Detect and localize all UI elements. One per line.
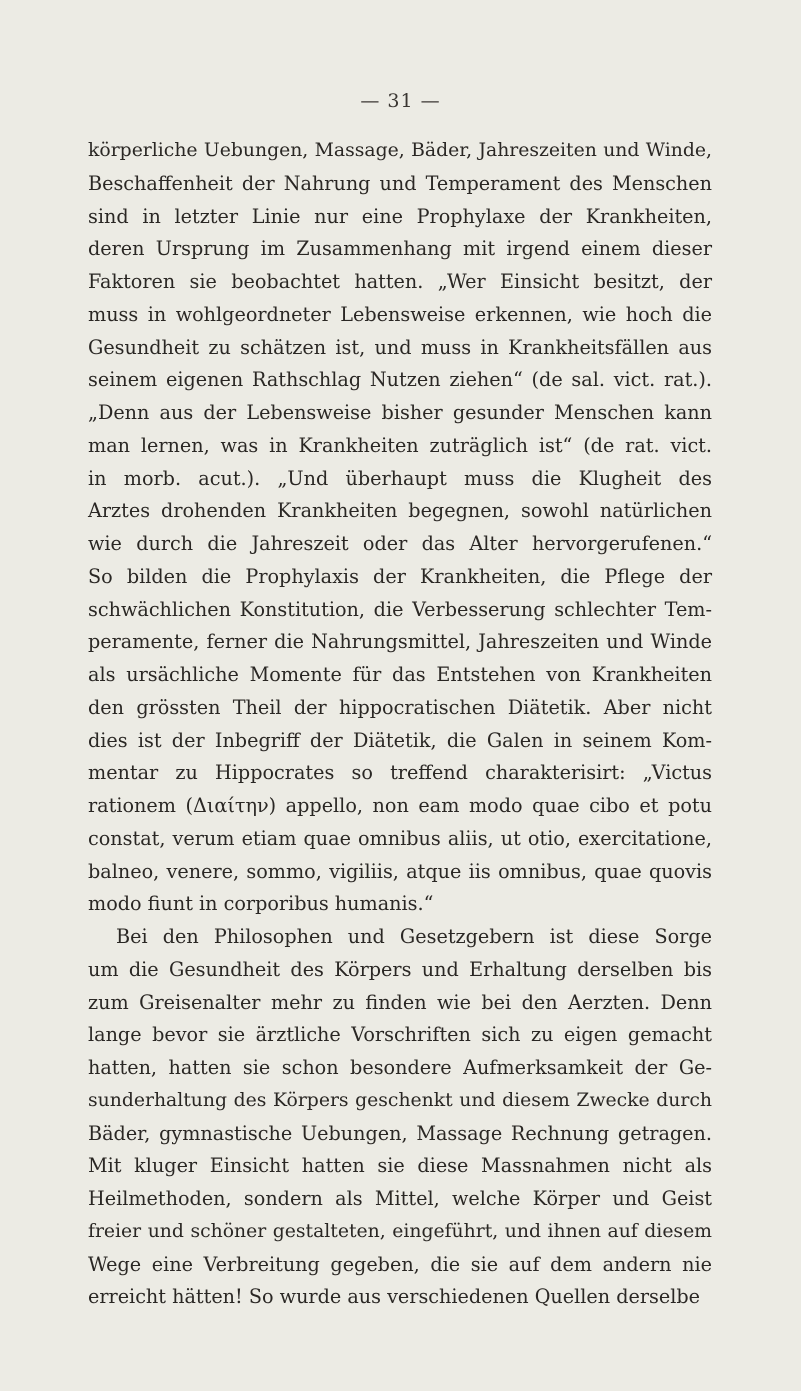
- text-line: um die Gesundheit des Körpers und Erhaltung derselben bis: [88, 957, 712, 981]
- text-line: deren Ursprung im Zusammenhang mit irgend einem dieser: [88, 237, 712, 261]
- text-line: den grössten Theil der hippocratischen Diätetik. Aber nicht: [88, 695, 712, 719]
- text-line: hatten, hatten sie schon besondere Aufmerksamkeit der Ge-: [88, 1056, 712, 1079]
- text-line: Faktoren sie beobachtet hatten. „Wer Einsicht besitzt, der: [88, 270, 712, 293]
- text-line: seinem eigenen Rathschlag Nutzen ziehen“ (de sal. vict. rat.).: [88, 368, 712, 392]
- text-line: rationem (Διαίτην) appello, non eam modo quae cibo et potu: [88, 794, 712, 817]
- text-line: muss in wohlgeordneter Lebensweise erkennen, wie hoch die: [88, 302, 712, 326]
- text-line: sunderhaltung des Körpers geschenkt und diesem Zwecke durch: [88, 1089, 712, 1111]
- text-line: dies ist der Inbegriff der Diätetik, die Galen in seinem Kom-: [88, 728, 712, 752]
- text-line: in morb. acut.). „Und überhaupt muss die Klugheit des: [88, 466, 712, 490]
- text-line: modo fiunt in corporibus humanis.“: [88, 892, 434, 916]
- text-line: Heilmethoden, sondern als Mittel, welche Körper und Geist: [88, 1187, 712, 1210]
- page-number: — 31 —: [360, 90, 441, 112]
- text-line: balneo, venere, sommo, vigiliis, atque iis omnibus, quae quovis: [88, 859, 712, 883]
- text-line: Beschaffenheit der Nahrung und Temperament des Menschen: [88, 171, 712, 195]
- text-line: lange bevor sie ärztliche Vorschriften sich zu eigen gemacht: [88, 1023, 712, 1047]
- text-line: erreicht hätten! So wurde aus verschiedenen Quellen derselbe: [88, 1285, 701, 1309]
- text-line: „Denn aus der Lebensweise bisher gesunder Menschen kann: [88, 401, 712, 424]
- text-line: Mit kluger Einsicht hatten sie diese Massnahmen nicht als: [88, 1154, 712, 1178]
- text-line: peramente, ferner die Nahrungsmittel, Jahreszeiten und Winde: [88, 630, 712, 654]
- text-line: freier und schöner gestalteten, eingeführt, und ihnen auf diesem: [88, 1220, 712, 1242]
- text-line: man lernen, was in Krankheiten zuträglich ist“ (de rat. vict.: [88, 433, 712, 457]
- text-line: schwächlichen Konstitution, die Verbesserung schlechter Tem-: [88, 597, 712, 621]
- text-line: constat, verum etiam quae omnibus aliis, ut otio, exercitatione,: [88, 826, 712, 850]
- text-line: wie durch die Jahreszeit oder das Alter hervorgerufenen.“: [88, 532, 712, 555]
- text-line: sind in letzter Linie nur eine Prophylaxe der Krankheiten,: [88, 204, 712, 228]
- text-line: Gesundheit zu schätzen ist, und muss in Krankheitsfällen aus: [88, 335, 712, 359]
- text-line: körperliche Uebungen, Massage, Bäder, Jahreszeiten und Winde,: [88, 140, 712, 161]
- text-line: Bäder, gymnastische Uebungen, Massage Rechnung getragen.: [88, 1121, 712, 1145]
- body-text: [88, 135, 712, 1314]
- text-line: zum Greisenalter mehr zu finden wie bei den Aerzten. Denn: [88, 990, 712, 1014]
- text-line: als ursächliche Momente für das Entstehen von Krankheiten: [88, 663, 712, 686]
- text-line: Wege eine Verbreitung gegeben, die sie auf dem andern nie: [88, 1252, 712, 1276]
- text-line: mentar zu Hippocrates so treffend charakterisirt: „Victus: [88, 761, 712, 785]
- text-line: So bilden die Prophylaxis der Krankheiten, die Pflege der: [88, 564, 712, 588]
- text-line: Arztes drohenden Krankheiten begegnen, sowohl natürlichen: [88, 499, 712, 523]
- text-line: Bei den Philosophen und Gesetzgebern ist diese Sorge: [116, 925, 712, 948]
